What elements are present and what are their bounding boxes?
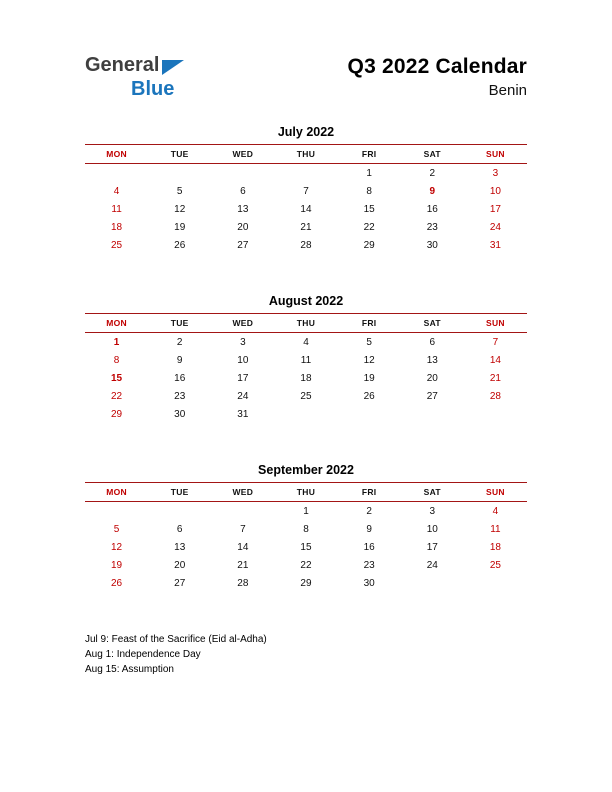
empty-cell [85, 502, 148, 520]
week-row [85, 556, 527, 574]
day-cell: 30 [174, 409, 186, 420]
weekday-row [85, 144, 527, 164]
day-cell: 24 [237, 391, 249, 402]
day-cell: 6 [176, 524, 183, 535]
weekday-header: MON [106, 487, 127, 497]
day-cell: 2 [176, 337, 183, 348]
day-cell: 28 [300, 240, 312, 251]
day-cell: 10 [426, 524, 438, 535]
weekday-header: THU [296, 318, 316, 328]
empty-cell [274, 405, 337, 423]
day-cell: 23 [174, 391, 186, 402]
week-row [85, 333, 527, 351]
empty-cell [148, 164, 211, 182]
days-grid [85, 333, 527, 423]
day-cell: 24 [489, 222, 501, 233]
day-cell: 4 [492, 506, 499, 517]
day-cell: 14 [237, 542, 249, 553]
day-cell: 5 [176, 186, 183, 197]
day-cell: 29 [363, 240, 375, 251]
days-grid [85, 502, 527, 592]
month-section-september [85, 463, 527, 592]
months-container [85, 125, 527, 592]
day-cell: 16 [174, 373, 186, 384]
weekday-header: SAT [423, 487, 441, 497]
week-row [85, 520, 527, 538]
day-cell: 21 [300, 222, 312, 233]
day-cell: 2 [366, 506, 372, 517]
day-cell: 14 [489, 355, 501, 366]
week-row [85, 164, 527, 182]
empty-cell [338, 405, 401, 423]
day-cell: 22 [363, 222, 375, 233]
day-cell: 27 [237, 240, 249, 251]
week-row [85, 538, 527, 556]
day-cell: 17 [489, 204, 501, 215]
day-cell: 22 [111, 391, 123, 402]
day-cell: 9 [429, 186, 436, 197]
day-cell: 11 [111, 204, 122, 215]
day-cell: 7 [240, 524, 246, 535]
weekday-header: MON [106, 149, 127, 159]
weekday-header: MON [106, 318, 127, 328]
page-header [85, 55, 527, 99]
week-row [85, 405, 527, 423]
day-cell: 13 [237, 204, 249, 215]
day-cell: 3 [492, 168, 499, 179]
logo-word-general: General [85, 54, 160, 76]
day-cell: 2 [429, 168, 436, 179]
weekday-header: FRI [361, 487, 377, 497]
day-cell: 10 [237, 355, 249, 366]
day-cell: 25 [111, 240, 123, 251]
weekday-header: FRI [361, 149, 377, 159]
flag-triangle-icon [162, 59, 184, 79]
day-cell: 19 [363, 373, 375, 384]
day-cell: 8 [113, 355, 120, 366]
day-cell: 30 [363, 578, 375, 589]
day-cell: 10 [489, 186, 501, 197]
weekday-header: TUE [170, 487, 189, 497]
day-cell: 15 [300, 542, 312, 553]
day-cell: 18 [300, 373, 312, 384]
day-cell: 18 [489, 542, 501, 553]
week-row [85, 574, 527, 592]
days-grid [85, 164, 527, 254]
weekday-row [85, 482, 527, 502]
day-cell: 9 [176, 355, 183, 366]
empty-cell [401, 405, 464, 423]
holiday-footnotes [85, 632, 527, 677]
day-cell: 19 [111, 560, 123, 571]
month-title: September 2022 [258, 463, 354, 477]
empty-cell [148, 502, 211, 520]
weekday-header: WED [232, 318, 254, 328]
day-cell: 26 [174, 240, 186, 251]
week-row [85, 236, 527, 254]
weekday-header: THU [296, 487, 316, 497]
holiday-note: Jul 9: Feast of the Sacrifice (Eid al-Adha) [85, 634, 267, 645]
empty-cell [211, 164, 274, 182]
day-cell: 27 [426, 391, 438, 402]
day-cell: 21 [489, 373, 501, 384]
general-blue-logo [85, 55, 184, 99]
day-cell: 21 [237, 560, 249, 571]
weekday-header: THU [296, 149, 316, 159]
day-cell: 17 [426, 542, 438, 553]
day-cell: 24 [426, 560, 438, 571]
empty-cell [274, 164, 337, 182]
month-title: August 2022 [268, 294, 344, 308]
day-cell: 16 [363, 542, 375, 553]
day-cell: 5 [113, 524, 120, 535]
day-cell: 28 [237, 578, 249, 589]
day-cell: 7 [303, 186, 309, 197]
weekday-header: WED [232, 487, 254, 497]
day-cell: 6 [429, 337, 436, 348]
page-subtitle: Benin [488, 82, 527, 99]
day-cell: 29 [300, 578, 312, 589]
empty-cell [464, 405, 527, 423]
day-cell: 1 [303, 506, 309, 517]
day-cell: 12 [363, 355, 375, 366]
month-section-july [85, 125, 527, 254]
holiday-note: Aug 15: Assumption [85, 664, 174, 675]
day-cell: 19 [174, 222, 186, 233]
day-cell: 4 [303, 337, 309, 348]
weekday-header: SUN [485, 149, 505, 159]
day-cell: 27 [174, 578, 186, 589]
day-cell: 23 [363, 560, 375, 571]
page-title: Q3 2022 Calendar [347, 55, 527, 78]
empty-cell [85, 164, 148, 182]
day-cell: 12 [111, 542, 123, 553]
day-cell: 6 [240, 186, 246, 197]
week-row [85, 218, 527, 236]
holiday-note: Aug 1: Independence Day [85, 649, 201, 660]
week-row [85, 351, 527, 369]
day-cell: 29 [111, 409, 123, 420]
day-cell: 4 [113, 186, 120, 197]
day-cell: 16 [426, 204, 438, 215]
day-cell: 13 [426, 355, 438, 366]
day-cell: 1 [366, 168, 372, 179]
day-cell: 13 [174, 542, 186, 553]
day-cell: 31 [237, 409, 249, 420]
day-cell: 5 [366, 337, 372, 348]
month-title: July 2022 [277, 125, 335, 139]
day-cell: 8 [366, 186, 372, 197]
weekday-header: SAT [423, 318, 441, 328]
day-cell: 14 [300, 204, 312, 215]
day-cell: 1 [113, 337, 120, 348]
weekday-row [85, 313, 527, 333]
day-cell: 17 [237, 373, 249, 384]
weekday-header: TUE [170, 149, 189, 159]
day-cell: 18 [111, 222, 123, 233]
weekday-header: SUN [485, 318, 505, 328]
weekday-header: FRI [361, 318, 377, 328]
day-cell: 28 [489, 391, 501, 402]
day-cell: 3 [429, 506, 436, 517]
day-cell: 31 [489, 240, 501, 251]
week-row [85, 200, 527, 218]
day-cell: 3 [240, 337, 246, 348]
day-cell: 11 [300, 355, 312, 366]
week-row [85, 182, 527, 200]
day-cell: 20 [426, 373, 438, 384]
week-row [85, 387, 527, 405]
day-cell: 15 [363, 204, 375, 215]
empty-cell [464, 574, 527, 592]
empty-cell [211, 502, 274, 520]
day-cell: 20 [174, 560, 186, 571]
day-cell: 22 [300, 560, 312, 571]
day-cell: 8 [303, 524, 309, 535]
day-cell: 25 [300, 391, 312, 402]
day-cell: 20 [237, 222, 249, 233]
week-row [85, 502, 527, 520]
day-cell: 9 [366, 524, 372, 535]
week-row [85, 369, 527, 387]
month-section-august [85, 294, 527, 423]
day-cell: 30 [426, 240, 438, 251]
day-cell: 23 [426, 222, 438, 233]
day-cell: 26 [363, 391, 375, 402]
day-cell: 15 [111, 373, 123, 384]
day-cell: 11 [490, 524, 501, 535]
weekday-header: SUN [485, 487, 505, 497]
empty-cell [401, 574, 464, 592]
day-cell: 7 [492, 337, 499, 348]
logo-word-general-row [85, 55, 184, 79]
weekday-header: WED [232, 149, 254, 159]
weekday-header: SAT [423, 149, 441, 159]
logo-word-blue: Blue [131, 78, 175, 100]
day-cell: 25 [489, 560, 501, 571]
day-cell: 12 [174, 204, 186, 215]
title-block [348, 55, 527, 99]
day-cell: 26 [111, 578, 123, 589]
weekday-header: TUE [170, 318, 189, 328]
